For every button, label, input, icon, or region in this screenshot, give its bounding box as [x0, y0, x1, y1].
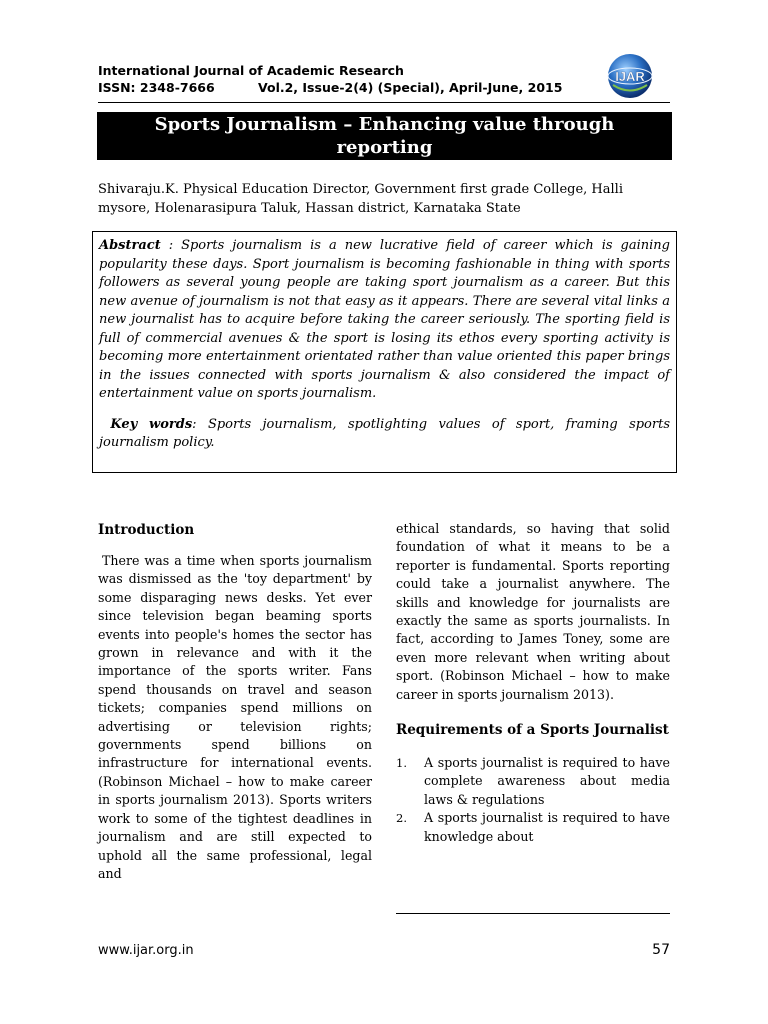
- issn-line: [98, 79, 578, 96]
- keywords-label: Key words: [110, 416, 193, 432]
- continuation-text: ethical standards, so having that solid foundation of what it means to be a reporter is fundamental. Sports reporting could take a journalist anywhere. The skills and knowledge for journalists are exactly the same as sports journalists. In fact, according to James Toney, some are even more relevant when writing about sport. (Robinson Michael – how to make career in sports journalism 2013).: [396, 521, 670, 702]
- introduction-heading: Introduction: [98, 522, 195, 538]
- list-item-text: A sports journalist is required to have knowledge about: [424, 810, 670, 844]
- header-divider: [98, 102, 670, 103]
- list-item: [396, 754, 670, 809]
- keywords-paragraph: [99, 416, 670, 453]
- abstract-paragraph: [99, 237, 670, 404]
- list-item: [396, 809, 670, 846]
- left-column: [98, 520, 372, 883]
- logo-text: IJAR: [615, 69, 645, 84]
- abstract-text: : Sports journalism is a new lucrative field of career which is gaining popularity these days. Sport journalism is becoming fashionable in thing with sports followers as several young people are taking sport journalism as a career. But this new avenue of journalism is not that easy as it appears. There are several vital links a new journalist has to acquire before taking the career seriously. The sporting field is full of commercial avenues & the sport is losing its ethos every sporting activity is becoming more entertainment orientated rather than value oriented this paper brings in the issues connected with sports journalism & also considered the impact of entertainment value on sports journalism.: [99, 238, 670, 401]
- abstract-box: [92, 231, 677, 473]
- volume-info: Vol.2, Issue-2(4) (Special), April-June, 2015: [258, 80, 563, 95]
- footer-url[interactable]: www.ijar.org.in: [98, 943, 194, 958]
- requirements-list: [396, 754, 670, 846]
- list-item-number: 2.: [396, 811, 407, 826]
- right-column: [396, 520, 670, 846]
- abstract-label: Abstract: [99, 238, 161, 253]
- list-item-text: A sports journalist is required to have complete awareness about media laws & regulations: [424, 755, 670, 807]
- requirements-heading: Requirements of a Sports Journalist: [396, 722, 669, 739]
- journal-name: International Journal of Academic Research: [98, 63, 404, 78]
- journal-header: [98, 62, 578, 96]
- paper-title: Sports Journalism – Enhancing value through reporting: [97, 112, 672, 160]
- ijar-logo-icon: [605, 52, 655, 100]
- author-affiliation: Shivaraju.K. Physical Education Director, Government first grade College, Halli mysore, Holenarasipura Taluk, Hassan district, Karnataka State: [98, 182, 623, 216]
- issn: ISSN: 2348-7666: [98, 80, 215, 95]
- keywords-text: : Sports journalism, spotlighting values of sport, framing sports journalism policy.: [99, 416, 670, 450]
- introduction-text: There was a time when sports journalism was dismissed as the 'toy department' by some disparaging news desks. Yet ever since television began beaming sports events into people's homes the sector has grown in relevance and with it the importance of the sports writer. Fans spend thousands on travel and season tickets; companies spend millions on advertising or television rights; governments spend billions on infrastructure for international events. (Robinson Michael – how to make career in sports journalism 2013). Sports writers work to some of the tightest deadlines in journalism and are still expected to uphold all the same professional, legal and: [98, 553, 372, 881]
- list-item-number: 1.: [396, 756, 407, 771]
- footer-divider: [396, 913, 670, 914]
- page-number: 57: [652, 942, 670, 958]
